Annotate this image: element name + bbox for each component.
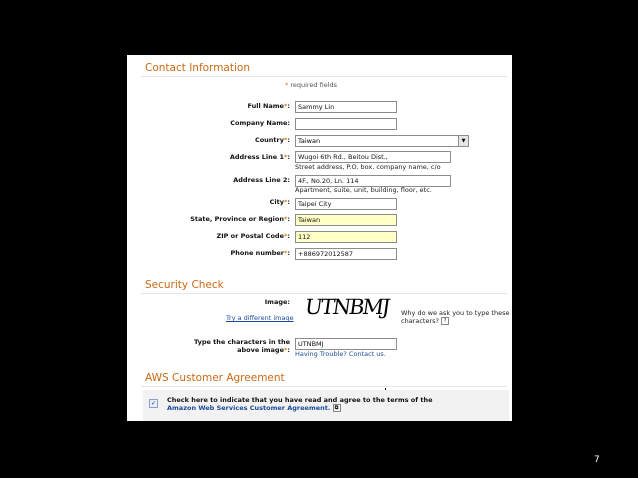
agreement-checkbox[interactable]: ✓	[150, 400, 157, 407]
captcha-input[interactable]: UTNBMJ	[295, 338, 397, 350]
agreement-section-title: AWS Customer Agreement	[145, 372, 285, 384]
city-input[interactable]: Taipei City	[295, 198, 397, 210]
having-trouble-link[interactable]: Having Trouble? Contact us.	[295, 350, 386, 358]
help-icon[interactable]: ?	[441, 317, 449, 325]
chevron-down-icon[interactable]: ▼	[458, 136, 468, 146]
required-note: * required fields	[285, 81, 338, 89]
address-line-1-label: Address Line 1*:	[229, 153, 290, 161]
agreement-box	[143, 390, 509, 421]
state-input[interactable]: Taiwan	[295, 214, 397, 226]
company-name-input[interactable]	[295, 118, 397, 130]
slide-number: 7	[594, 455, 600, 465]
external-link-icon[interactable]: ⧉	[333, 404, 341, 412]
state-label: State, Province or Region*:	[190, 215, 290, 223]
zip-label: ZIP or Postal Code*:	[216, 232, 290, 240]
aws-signup-form	[127, 55, 512, 421]
contact-section-title: Contact Information	[145, 62, 250, 74]
divider	[141, 76, 507, 77]
full-name-input[interactable]: Sammy Lin	[295, 101, 397, 113]
full-name-label: Full Name*:	[247, 102, 290, 110]
zip-input[interactable]: 112	[295, 231, 397, 243]
why-characters-text: Why do we ask you to type these characters? ?	[401, 309, 510, 325]
image-label: Image:	[264, 298, 290, 306]
country-label: Country*:	[254, 136, 290, 144]
country-select[interactable]	[295, 135, 469, 147]
address-line-1-input[interactable]: Wugoi 6th Rd., Beitou Dist.,	[295, 151, 451, 163]
address-line-2-hint: Apartment, suite, unit, building, floor, etc.	[295, 186, 432, 194]
divider	[141, 293, 507, 294]
divider	[141, 386, 507, 387]
city-label: City*:	[269, 198, 290, 206]
phone-label: Phone number*:	[230, 249, 290, 257]
customer-agreement-link[interactable]: Amazon Web Services Customer Agreement.	[167, 404, 331, 412]
captcha-image: UTNBMJ	[303, 295, 391, 319]
address-line-2-label: Address Line 2:	[233, 176, 290, 184]
security-section-title: Security Check	[145, 279, 224, 291]
type-characters-label: Type the characters in the above image*:	[193, 338, 290, 354]
try-different-image-link[interactable]: Try a different image	[226, 314, 294, 322]
agreement-text: Check here to indicate that you have read and agree to the terms of the Amazon Web Services Customer Agreement. ⧉	[167, 396, 433, 412]
address-line-2-input[interactable]: 4F., No.20, Ln. 114	[295, 175, 451, 187]
country-select-value: Taiwan	[298, 137, 321, 145]
address-line-1-hint: Street address, P.O. box, company name, c/o	[295, 163, 441, 171]
phone-input[interactable]: +886972012587	[295, 248, 397, 260]
company-name-label: Company Name:	[230, 119, 290, 127]
